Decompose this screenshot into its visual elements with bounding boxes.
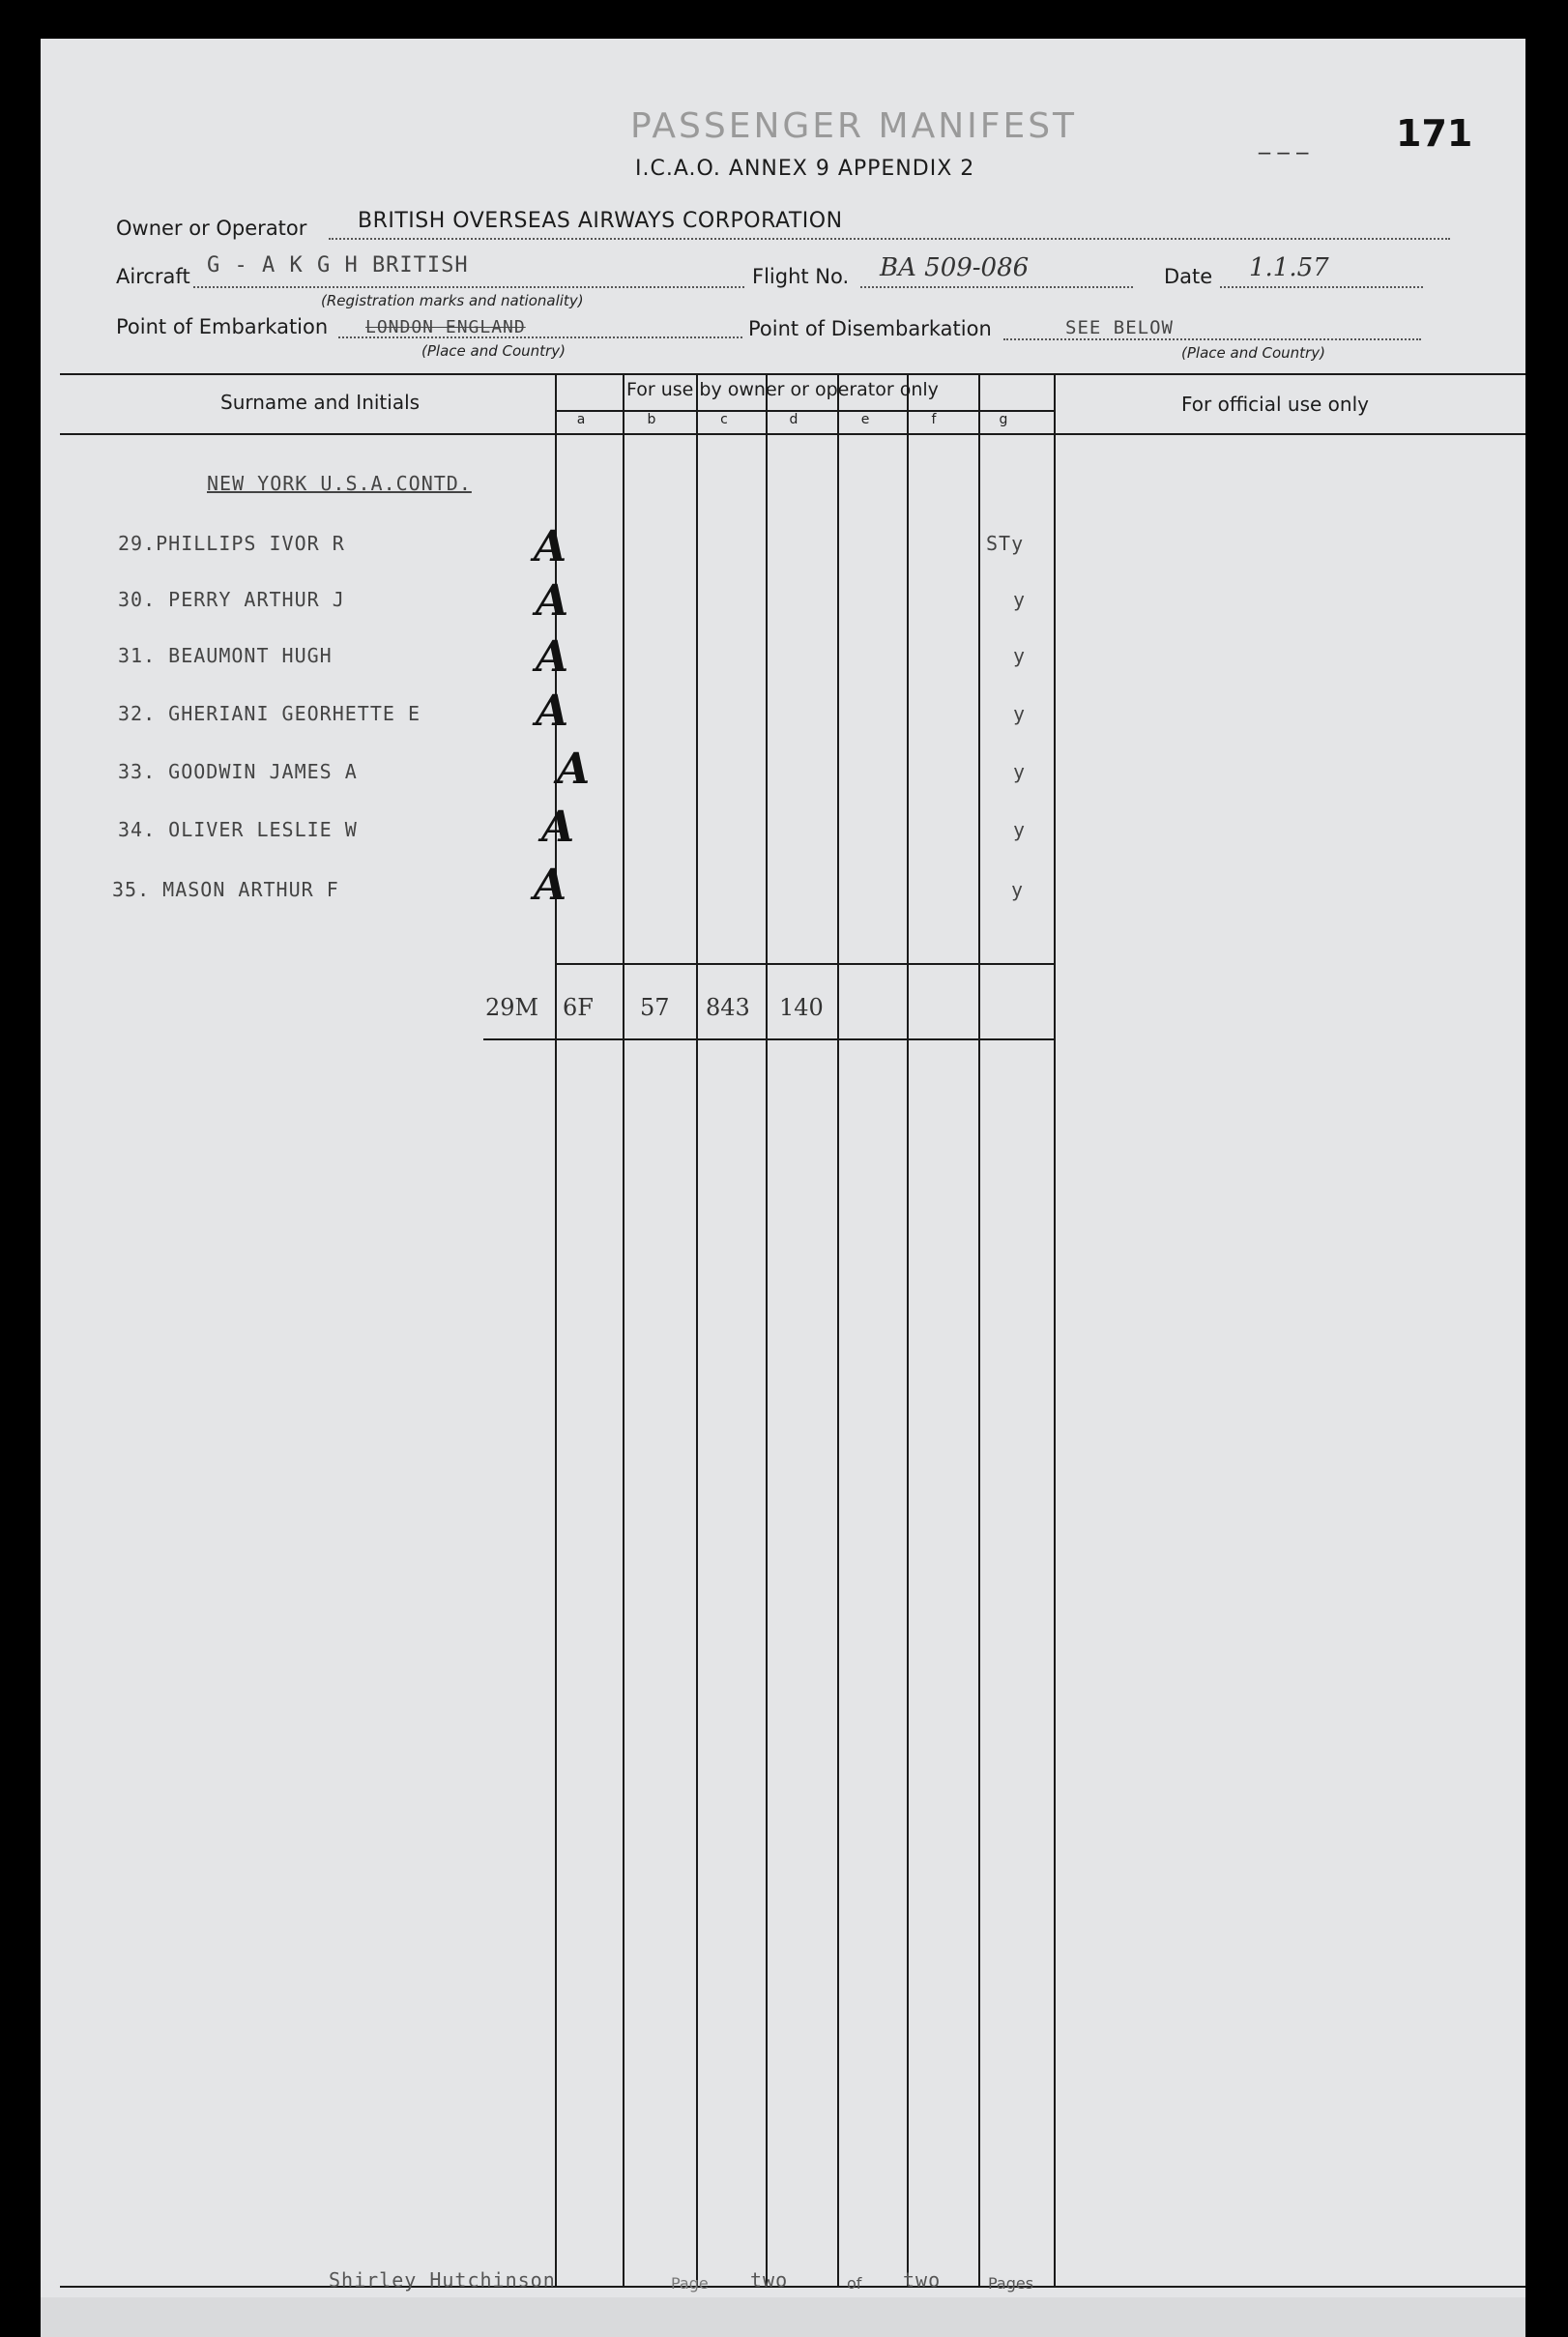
owner-value: BRITISH OVERSEAS AIRWAYS CORPORATION bbox=[358, 209, 843, 233]
footer-rule bbox=[60, 2286, 1525, 2288]
passenger-row-29-g: STy bbox=[986, 532, 1025, 555]
disembarkation-value: SEE BELOW bbox=[1065, 317, 1174, 338]
passenger-row-32-g: y bbox=[1013, 702, 1027, 725]
passenger-row-32: 32. GHERIANI GEORHETTE E bbox=[118, 702, 421, 725]
date-dotted-line bbox=[1220, 286, 1423, 288]
check-mark-30: A bbox=[536, 576, 569, 626]
col-line-d-left bbox=[766, 373, 768, 2286]
check-mark-31: A bbox=[536, 632, 569, 682]
footer-of-word: of bbox=[847, 2274, 862, 2293]
passenger-row-34: 34. OLIVER LESLIE W bbox=[118, 818, 358, 841]
embarkation-label: Point of Embarkation bbox=[116, 315, 329, 338]
section-heading: NEW YORK U.S.A.CONTD. bbox=[207, 472, 472, 495]
check-mark-32: A bbox=[536, 686, 569, 736]
date-value: 1.1.57 bbox=[1249, 253, 1329, 282]
subcol-b-label: b bbox=[647, 412, 656, 427]
header-bottom-rule bbox=[60, 433, 1525, 435]
check-mark-33: A bbox=[557, 745, 591, 794]
totals-top-rule bbox=[557, 963, 1054, 965]
col-line-b-left bbox=[623, 373, 624, 2286]
totals-male: 29M bbox=[485, 994, 539, 1021]
passenger-row-35-g: y bbox=[1011, 878, 1025, 901]
passenger-row-30-g: y bbox=[1013, 588, 1027, 611]
passenger-row-34-g: y bbox=[1013, 818, 1027, 841]
totals-col-c: 843 bbox=[706, 994, 750, 1021]
col-line-g-left bbox=[978, 373, 980, 2286]
page-dash: _ _ _ bbox=[1259, 128, 1309, 155]
footer-page-of-1: two bbox=[750, 2268, 789, 2292]
page-number: 171 bbox=[1396, 112, 1473, 155]
totals-col-b: 57 bbox=[640, 994, 670, 1021]
date-label: Date bbox=[1164, 265, 1213, 288]
embarkation-value: LONDON ENGLAND bbox=[365, 317, 526, 337]
subcol-e-label: e bbox=[860, 412, 870, 427]
check-mark-34: A bbox=[541, 803, 575, 852]
flight-dotted-line bbox=[860, 286, 1133, 288]
col-header-official: For official use only bbox=[1181, 393, 1369, 416]
footer-page-word: Page bbox=[671, 2274, 709, 2293]
footer-signature: Shirley Hutchinson bbox=[329, 2268, 556, 2292]
footer-pages-word: Pages bbox=[988, 2274, 1034, 2293]
manifest-title: PASSENGER MANIFEST bbox=[630, 106, 1078, 146]
passenger-row-35: 35. MASON ARTHUR F bbox=[112, 878, 339, 901]
footer-strip bbox=[41, 2297, 1525, 2337]
totals-bottom-rule bbox=[483, 1038, 1054, 1040]
totals-col-a: 6F bbox=[563, 994, 594, 1021]
manifest-subtitle: I.C.A.O. ANNEX 9 APPENDIX 2 bbox=[635, 157, 975, 181]
subcol-d-label: d bbox=[789, 412, 799, 427]
aircraft-label: Aircraft bbox=[116, 265, 190, 288]
subcol-g-label: g bbox=[999, 412, 1008, 427]
disembarkation-dotted-line bbox=[1003, 338, 1421, 340]
passenger-row-29: 29.PHILLIPS IVOR R bbox=[118, 532, 345, 555]
aircraft-value: G - A K G H BRITISH bbox=[207, 253, 469, 278]
flight-label: Flight No. bbox=[752, 265, 850, 288]
passenger-row-33: 33. GOODWIN JAMES A bbox=[118, 760, 358, 783]
col-line-f-left bbox=[907, 373, 909, 2286]
col-line-e-left bbox=[837, 373, 839, 2286]
passenger-row-30: 30. PERRY ARTHUR J bbox=[118, 588, 345, 611]
passenger-row-31: 31. BEAUMONT HUGH bbox=[118, 644, 333, 667]
table-top-rule bbox=[60, 373, 1525, 375]
col-line-official-left bbox=[1054, 373, 1056, 2286]
aircraft-note: (Registration marks and nationality) bbox=[321, 292, 584, 309]
passenger-row-31-g: y bbox=[1013, 644, 1027, 667]
check-mark-29: A bbox=[534, 522, 567, 571]
passenger-row-33-g: y bbox=[1013, 760, 1027, 783]
owner-label: Owner or Operator bbox=[116, 217, 307, 240]
owner-dotted-line bbox=[329, 238, 1450, 240]
flight-value: BA 509-086 bbox=[880, 253, 1030, 282]
check-mark-35: A bbox=[534, 861, 567, 910]
col-header-owner-use: For use by owner or operator only bbox=[626, 379, 939, 400]
col-line-c-left bbox=[696, 373, 698, 2286]
aircraft-dotted-line bbox=[193, 286, 744, 288]
disembarkation-note: (Place and Country) bbox=[1181, 344, 1325, 362]
manifest-sheet bbox=[41, 39, 1525, 2297]
footer-page-of-2: two bbox=[903, 2268, 942, 2292]
col-header-surname: Surname and Initials bbox=[220, 391, 421, 414]
disembarkation-label: Point of Disembarkation bbox=[748, 317, 992, 340]
subcol-f-label: f bbox=[931, 412, 937, 427]
subcol-a-label: a bbox=[576, 412, 586, 427]
subcol-c-label: c bbox=[720, 412, 728, 427]
totals-col-d: 140 bbox=[779, 994, 824, 1021]
embarkation-note: (Place and Country) bbox=[421, 342, 566, 360]
